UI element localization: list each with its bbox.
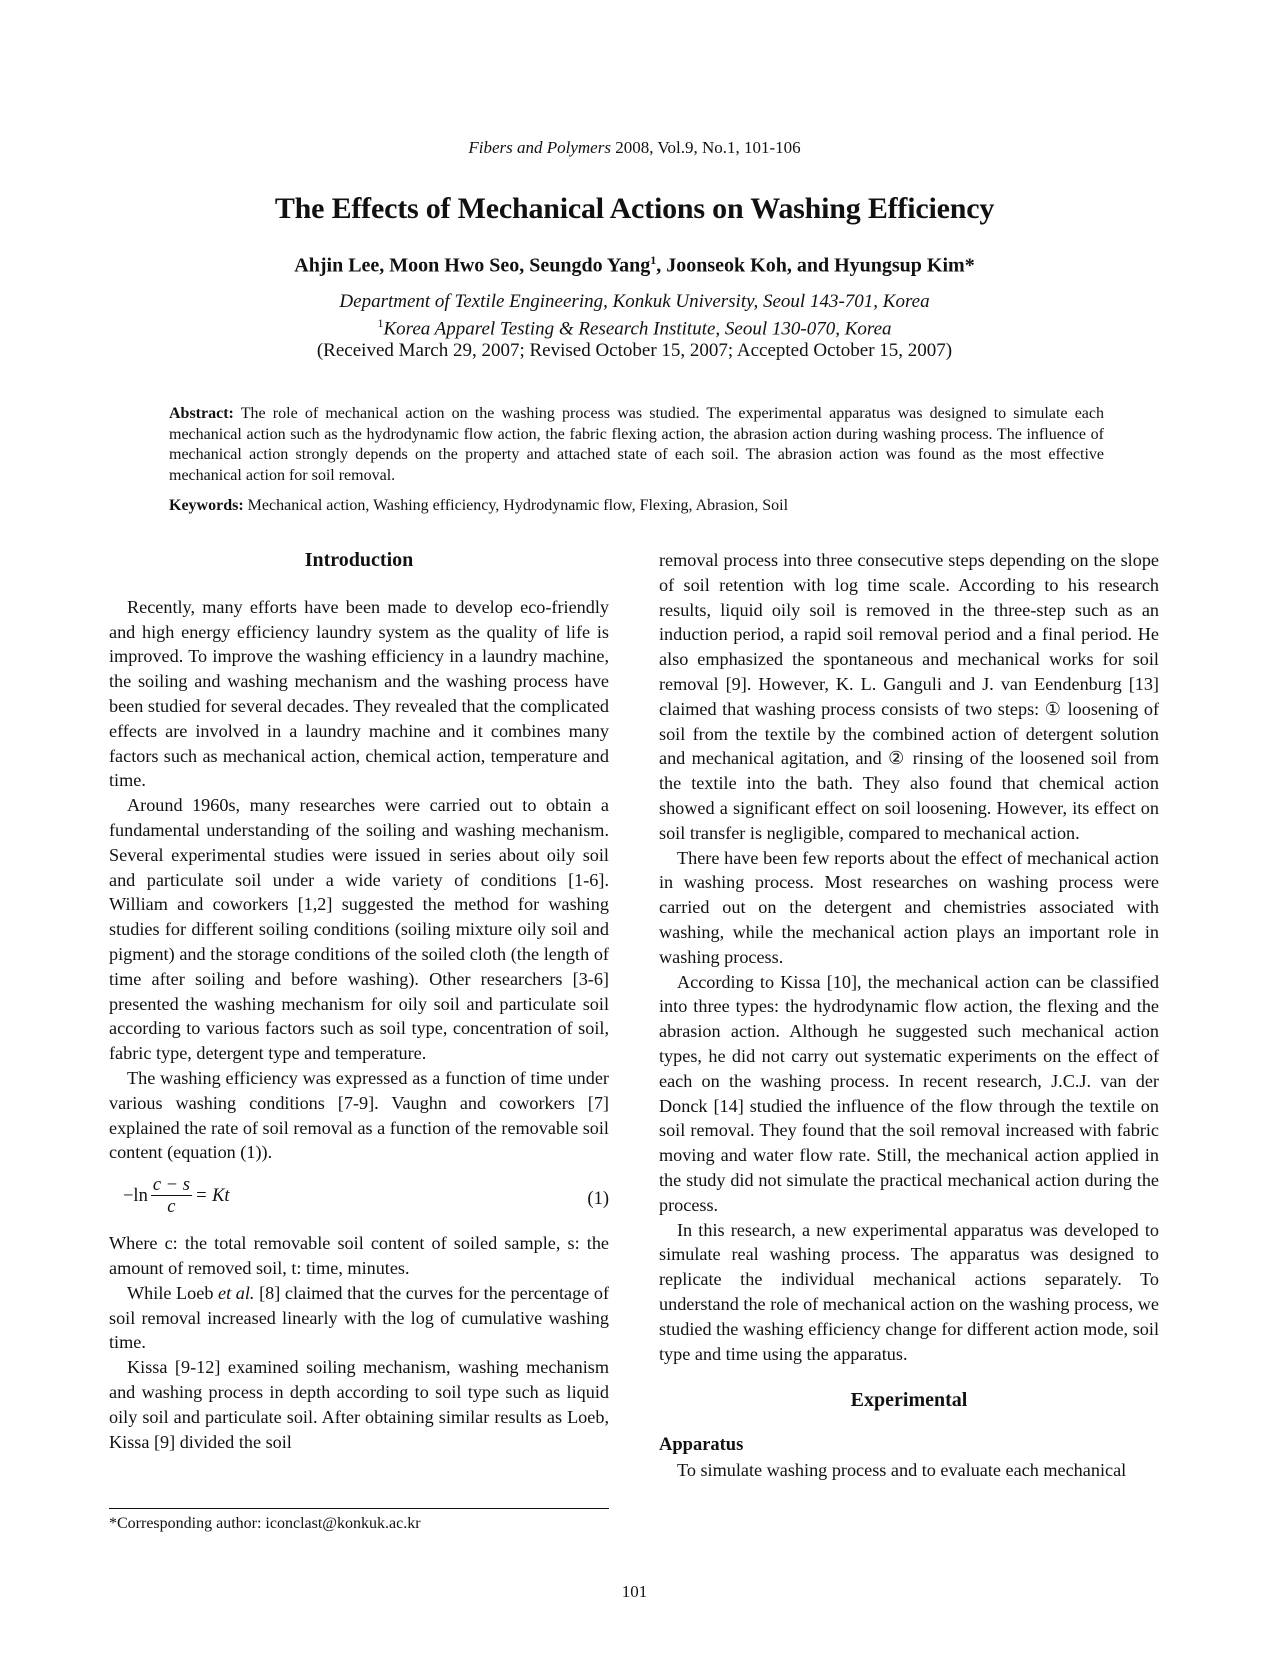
corresponding-author-footnote: *Corresponding author: iconclast@konkuk.ac.kr — [109, 1515, 421, 1532]
affiliation-2-text: Korea Apparel Testing & Research Institute, Seoul 130-070, Korea — [383, 318, 892, 340]
section-heading-introduction: Introduction — [304, 549, 414, 571]
intro-paragraph-1: Recently, many efforts have been made to develop eco-friendly and high energy efficiency laundry system as the quality of life is improved. To improve the washing efficiency in a laundry machine, the soiling and washing mechanism and the washing process have been studied for several decades. They revealed that the complicated effects are involved in a laundry machine and it combines many factors such as mechanical action, chemical action, temperature and time. — [109, 596, 609, 791]
right-paragraph-1: removal process into three consecutive steps depending on the slope of soil retention with log time scale. According to his research results, liquid oily soil is removed in the three-step such as an induction period, a rapid soil removal period and a final period. He also emphasized the spontaneous and mechanical works for soil removal [9]. However, K. L. Ganguli and J. van Eendenburg [13] claimed that washing process consists of two steps: ① loosening of soil from the textile by the combined action of detergent solution and mechanical agitation, and ② rinsing of the loosened soil from the textile into the bath. They also found that chemical action showed a significant effect on soil loosening. However, its effect on soil transfer is negligible, compared to mechanical action. — [659, 550, 1159, 843]
page-number: 101 — [621, 1582, 648, 1601]
right-paragraph-2: There have been few reports about the effect of mechanical action in washing process. Most researches on washing process were carried out on the detergent and chemistries associated with washing, while the mechanical action plays an important role in washing process. — [659, 847, 1159, 967]
eq-minus-ln: −ln — [123, 1185, 148, 1206]
authors-sup1: 1 — [650, 253, 657, 267]
affiliation-1: Department of Textile Engineering, Konkuk University, Seoul 143-701, Korea — [339, 291, 930, 312]
received-dates: (Received March 29, 2007; Revised October 15, 2007; Accepted October 15, 2007) — [316, 340, 953, 361]
abstract-label: Abstract: — [169, 405, 234, 422]
right-column — [659, 548, 1159, 1483]
journal-header — [0, 138, 1269, 158]
equation-1 — [109, 1171, 609, 1227]
eq-denominator: c — [167, 1197, 176, 1218]
p5-part-b: [8] claimed that the curves for the percentage of soil removal increased linearly with the log of cumulative washing time. — [109, 1282, 610, 1353]
authors-part1: Ahjin Lee, Moon Hwo Seo, Seungdo Yang — [294, 254, 651, 277]
affiliation-2-sup: 1 — [377, 316, 384, 330]
abstract-text: The role of mechanical action on the washing process was studied. The experimental apparatus was designed to simulate each mechanical action such as the hydrodynamic flow action, the fabric flexing action, the abrasion action during washing process. The influence of mechanical action strongly depends on the property and attached state of each soil. The abrasion action was found as the most effective mechanical action for soil removal. — [169, 405, 1104, 484]
intro-paragraph-3: The washing efficiency was expressed as a function of time under various washing conditions [7-9]. Vaughn and coworkers [7] explained the rate of soil removal as a function of the removable soil content (equation (1)). — [109, 1067, 609, 1163]
eq-rhs: = Kt — [194, 1185, 230, 1206]
abstract — [169, 404, 1104, 486]
intro-paragraph-5 — [109, 1281, 609, 1355]
footnote-rule — [109, 1508, 609, 1509]
journal-info: 2008, Vol.9, No.1, 101-106 — [610, 138, 801, 157]
keywords-label: Keywords: — [169, 497, 244, 514]
corresponding-star: * — [964, 254, 975, 277]
intro-paragraph-6: Kissa [9-12] examined soiling mechanism, washing mechanism and washing process in depth according to soil type such as liquid oily soil and particulate soil. After obtaining similar results as Loeb, Kissa [9] divided the soil — [109, 1357, 609, 1452]
journal-name: Fibers and Polymers — [468, 138, 611, 157]
subheading-apparatus: Apparatus — [659, 1435, 744, 1456]
keywords-text: Mechanical action, Washing efficiency, Hydrodynamic flow, Flexing, Abrasion, Soil — [243, 497, 789, 514]
paper-title: The Effects of Mechanical Actions on Washing Efficiency — [274, 192, 995, 225]
left-column — [109, 548, 609, 1454]
intro-paragraph-4: Where c: the total removable soil content of soiled sample, s: the amount of removed soil, t: time, minutes. — [109, 1233, 609, 1278]
equation-body — [123, 1175, 230, 1218]
eq-numerator: c − s — [152, 1175, 190, 1196]
section-heading-experimental: Experimental — [850, 1389, 968, 1412]
intro-paragraph-2: Around 1960s, many researches were carried out to obtain a fundamental understanding of the soiling and washing mechanism. Several experimental studies were issued in series about oily soil and particulate soil under a wide variety of conditions [1-6]. William and coworkers [1,2] suggested the method for washing studies for different soiling conditions (soiling mixture oily soil and pigment) and the storage conditions of the soiled cloth (the length of time after soiling and before washing). Other researchers [3-6] presented the washing mechanism for oily soil and particulate soil according to various factors such as soil type, concentration of soil, fabric type, detergent type and temperature. — [109, 795, 609, 1064]
affiliation-2 — [0, 316, 1269, 340]
authors-part2: , Joonseok Koh, and Hyungsup Kim — [656, 254, 965, 277]
p5-part-a: While Loeb — [127, 1282, 219, 1303]
p5-et-al: et al. — [218, 1282, 255, 1303]
author-list — [0, 253, 1269, 278]
eq-fraction — [151, 1175, 192, 1218]
right-paragraph-3: According to Kissa [10], the mechanical action can be classified into three types: the hydrodynamic flow action, the flexing and the abrasion action. Although he suggested such mechanical action types, he did not carry out systematic experiments on the effect of each on the washing process. In recent research, J.C.J. van der Donck [14] studied the influence of the flow through the textile on soil removal. They found that the soil removal increased with fabric moving and water flow rate. Still, the mechanical action applied in the study did not simulate the practical mechanical action during the process. — [659, 971, 1159, 1215]
apparatus-paragraph-1: To simulate washing process and to evaluate each mechanical — [677, 1459, 1127, 1480]
equation-number: (1) — [587, 1189, 609, 1210]
keywords — [169, 497, 1104, 515]
right-paragraph-4: In this research, a new experimental apparatus was developed to simulate real washing process. The apparatus was designed to replicate the individual mechanical actions separately. To understand the role of mechanical action on the washing process, we studied the washing efficiency change for different action mode, soil type and time using the apparatus. — [659, 1219, 1159, 1364]
